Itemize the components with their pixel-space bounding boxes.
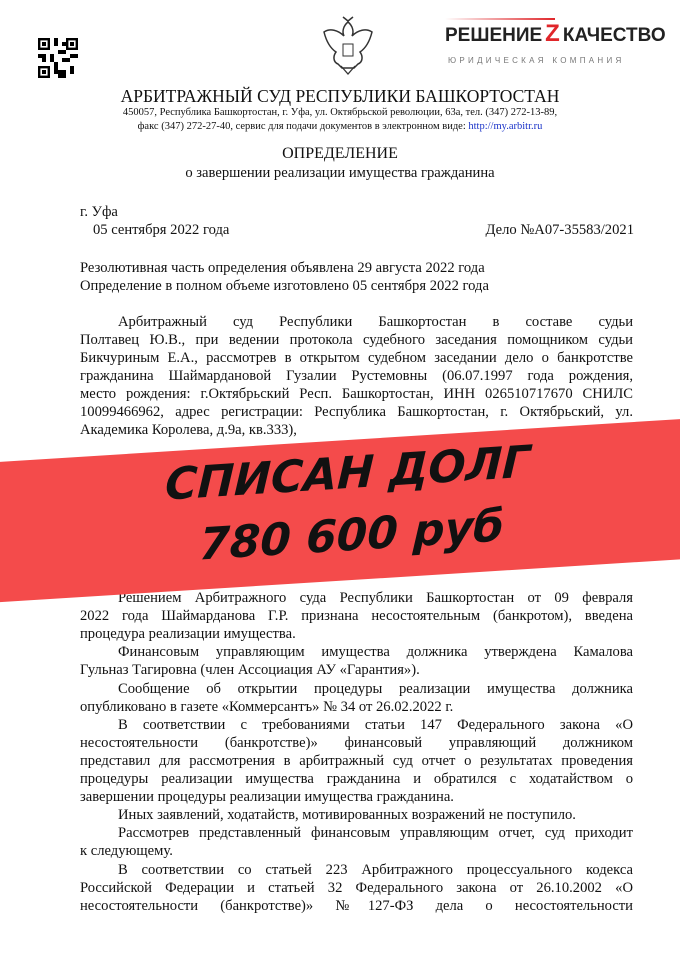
text-line: Рассмотрев представленный финансовым управляющим отчет, суд приходит (118, 825, 633, 842)
document-title: ОПРЕДЕЛЕНИЕ (282, 145, 398, 162)
text-line: гражданина Шаймардановой Гузалии Рустемовны (06.07.1997 года рождения, (80, 368, 633, 384)
text-line: опубликовано в газете «Коммерсантъ» № 34 от 26.02.2022 г. (80, 698, 454, 715)
text-line: несостоятельности (банкротстве)» финансовый управляющий должником (80, 734, 633, 751)
text-line: В соответствии с требованиями статьи 147 Федерального закона «О (118, 716, 633, 733)
text-line: место рождения: г.Октябрьский Респ. Башкортостан, ИНН 026510717670 СНИЛС (80, 386, 633, 402)
case-number: Дело №А07-35583/2021 (485, 222, 634, 238)
debt-written-off-banner (0, 416, 680, 603)
text-line: Арбитражный суд Республики Башкортостан в составе судьи (118, 314, 633, 330)
text-line: В соответствии со статьей 223 Арбитражного процессуального кодекса (118, 861, 633, 878)
document-date: 05 сентября 2022 года (93, 222, 230, 238)
court-name: АРБИТРАЖНЫЙ СУД РЕСПУБЛИКИ БАШКОРТОСТАН (120, 86, 560, 106)
court-contacts: факс (347) 272-27-40, сервис для подачи документов в электронном виде: http://my.arbitr.ru (137, 121, 543, 132)
text-line: несостоятельности (банкротстве)» №127-ФЗ дела о несостоятельности (80, 897, 633, 914)
text-line: завершении процедуры реализации имущества гражданина. (80, 789, 454, 806)
announce-line: Резолютивная часть определения объявлена 29 августа 2022 года (80, 260, 485, 276)
text-line: Финансовым управляющим имущества должника утверждена Камалова (118, 644, 633, 661)
coat-of-arms-icon (323, 14, 373, 76)
text-line: процедура реализации имущества. (80, 626, 296, 643)
text-line: процедуры реализации имущества гражданина и обратился с ходатайством о (80, 771, 633, 787)
text-line: Полтавец Ю.В., при ведении протокола судебного заседания помощником судьи (80, 332, 633, 348)
company-logo-subtitle: ЮРИДИЧЕСКАЯ КОМПАНИЯ (448, 56, 625, 65)
text-line: Гульназ Тагировна (член Ассоциация АУ «Гарантия»). (80, 662, 420, 679)
text-line: к следующему. (80, 843, 173, 860)
text-line: представил для рассмотрения в арбитражный суд отчет о результатах проведения (80, 752, 633, 769)
text-line: Академика Королева, д.9а, кв.333), (80, 422, 297, 438)
text-line: Решением Арбитражного суда Республики Башкортостан от 09 февраля (118, 590, 633, 606)
logo-swoosh (445, 18, 555, 20)
company-logo: РЕШЕНИЕ Z КАЧЕСТВО (445, 20, 666, 47)
text-line: Бикчуриным Е.А., рассмотрев в открытом судебном заседании дело о банкротстве (80, 350, 633, 366)
text-line: 2022 года Шаймарданова Г.Р. признана несостоятельным (банкротом), введена (80, 608, 633, 625)
text-line: Иных заявлений, ходатайств, мотивированных возражений не поступило. (118, 807, 576, 824)
court-link[interactable]: http://my.arbitr.ru (468, 121, 543, 132)
city: г. Уфа (80, 204, 118, 220)
qr-code-icon (38, 38, 78, 78)
text-line: Российской Федерации и статьей 32 Федерального закона от 26.10.2002 «О (80, 879, 633, 896)
banner-line: СПИСАН ДОЛГ (164, 436, 532, 511)
text-line: 10099466962, адрес регистрации: Республика Башкортостан, г. Октябрьский, ул. (80, 404, 633, 420)
banner-amount: 780 600 руб (198, 500, 505, 571)
court-address: 450057, Республика Башкортостан, г. Уфа, ул. Октябрьской революции, 63а, тел. (347) 272-13-89, (122, 107, 558, 118)
announce-line: Определение в полном объеме изготовлено 05 сентября 2022 года (80, 278, 489, 294)
text-line: Сообщение об открытии процедуры реализации имущества должника (118, 680, 633, 697)
document-subtitle: о завершении реализации имущества гражданина (185, 165, 495, 181)
